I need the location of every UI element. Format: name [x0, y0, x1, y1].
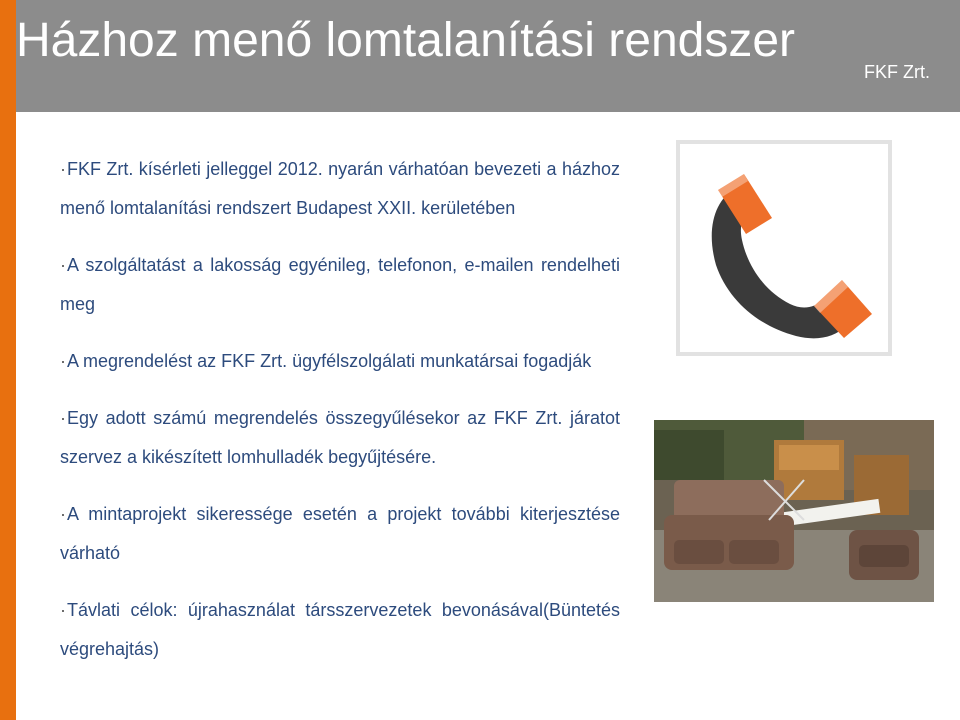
bullet-item: · Egy adott számú megrendelés összegyűlésekor az FKF Zrt. járatot szervez a kikészített lomhulladék begyűjtésére.	[60, 399, 620, 477]
bullet-item: · A szolgáltatást a lakosság egyénileg, telefonon, e-mailen rendelheti meg	[60, 246, 620, 324]
bullet-item: · A mintaprojekt sikeressége esetén a projekt további kiterjesztése várható	[60, 495, 620, 573]
bullet-item: · Távlati célok: újrahasználat társszervezetek bevonásával(Büntetés végrehajtás)	[60, 591, 620, 669]
bullet-item: · FKF Zrt. kísérleti jelleggel 2012. nyarán várhatóan bevezeti a házhoz menő lomtalanítási rendszert Budapest XXII. kerületében	[60, 150, 620, 228]
slide-title: Házhoz menő lomtalanítási rendszer	[16, 14, 796, 67]
bullet-list	[60, 150, 620, 687]
slide-header	[16, 0, 960, 112]
bullet-item: · A megrendelést az FKF Zrt. ügyfélszolgálati munkatársai fogadják	[60, 342, 620, 381]
accent-bar	[0, 0, 16, 720]
phone-icon	[680, 144, 888, 352]
company-label: FKF Zrt.	[864, 62, 930, 82]
bulky-waste-photo	[654, 420, 934, 602]
phone-image-frame	[676, 140, 892, 356]
